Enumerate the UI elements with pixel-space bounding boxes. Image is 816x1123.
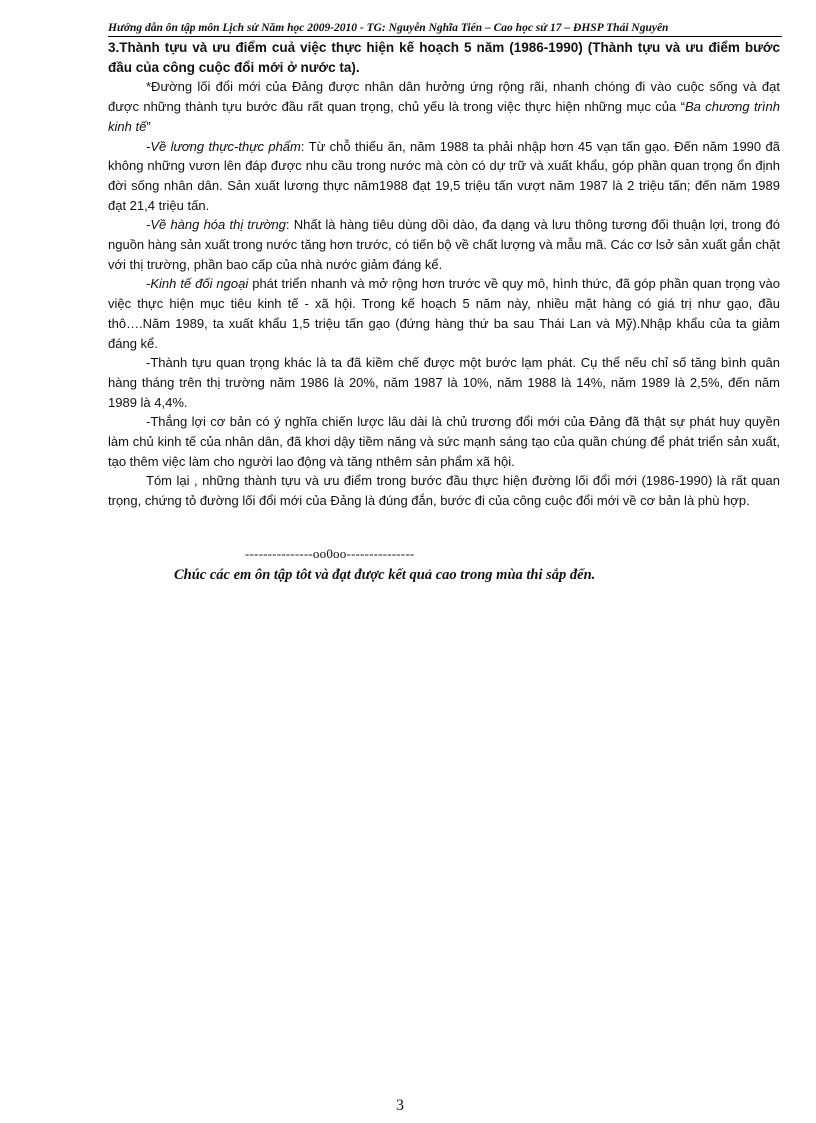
inflation-paragraph: -Thành tựu quan trọng khác là ta đã kiềm chế được một bước lạm phát. Cụ thể nếu chỉ số tăng bình quân hàng tháng trên thị trường năm 1986 là 20%, năm 1987 là 10%, năm 1988 là 14%, năm 1989 là 2,5%, đến năm 1989 là 4,4%.: [108, 355, 780, 410]
goods-lead: -Về hàng hóa thị trường: [146, 217, 286, 233]
food-text: : Từ chỗ thiếu ăn, năm 1988 ta phải nhập hơn 45 vạn tấn gạo. Đến năm 1990 đã không những vươn lên đáp được nhu cầu trong nước mà còn có dự trữ và xuất khẩu, góp phần quan trọng ổn định đời sống nhân dân. Sản xuất lương thực năm1988 đạt 19,5 triệu tấn vượt năm 1987 là 2 triệu tấn; đến năm 1989 đạt 21,4 triệu tấn.: [108, 138, 780, 213]
intro-tail: ”: [146, 118, 151, 134]
foreign-text: phát triển nhanh và mở rộng hơn trước về quy mô, hình thức, đã góp phần quan trọng vào việc thực hiện mục tiêu kinh tế - xã hội. Trong kế hoạch 5 năm này, nhiều mặt hàng có giá trị như gạo, đầu thô….Năm 1989, ta xuất khẩu 1,5 triệu tấn gạo (đứng hàng thứ ba sau Thái Lan và Mỹ).Nhập khẩu của ta giảm đáng kể.: [108, 276, 780, 351]
page-number: 3: [396, 1097, 404, 1114]
section-heading: 3.Thành tựu và ưu điểm cuả việc thực hiện kế hoạch 5 năm (1986-1990) (Thành tựu và ưu điểm bước đầu của công cuộc đổi mới ở nước ta).: [108, 40, 780, 75]
separator-line: ---------------oo0oo---------------: [245, 546, 415, 561]
intro-italic: Ba chương trình kinh tế: [108, 99, 780, 134]
summary-paragraph: Tóm lại , những thành tựu và ưu điểm trong bước đầu thực hiện đường lối đổi mới (1986-1990) là rất quan trọng, chứng tỏ đường lối đổi mới của Đảng là đúng đắn, bước đi của công cuộc đổi mới về cơ bản là phù hợp.: [108, 473, 780, 509]
running-header: Hướng dẫn ôn tập môn Lịch sử Năm học 2009-2010 - TG: Nguyễn Nghĩa Tiến – Cao học sử 17 – ĐHSP Thái Nguyên: [108, 21, 782, 37]
document-body: [108, 38, 780, 511]
intro-text: *Đường lối đổi mới của Đảng được nhân dân hưởng ứng rộng rãi, nhanh chóng đi vào cuộc sống và đạt được những thành tựu bước đầu rất quan trọng, chủ yếu là trong việc thực hiện những mục của “: [108, 79, 780, 115]
closing-wish: Chúc các em ôn tập tôt và đạt được kết quả cao trong mùa thi sắp đến.: [174, 567, 596, 583]
foreign-paragraph: [108, 274, 780, 353]
intro-paragraph: [108, 77, 780, 136]
foreign-lead: -Kinh tế đối ngoại: [146, 276, 249, 292]
food-paragraph: [108, 137, 780, 216]
strategic-paragraph: -Thắng lợi cơ bản có ý nghĩa chiến lược lâu dài là chủ trương đổi mới của Đảng đã thật sự phát huy quyền làm chủ kinh tế của nhân dân, đã khơi dậy tiềm năng và sức mạnh sáng tạo của quần chúng để phát triển sản xuất, tạo thêm việc làm cho người lao động và tăng nthêm sản phẩm xã hội.: [108, 414, 780, 469]
goods-text: : Nhất là hàng tiêu dùng dồi dào, đa dạng và lưu thông tương đối thuận lợi, trong đó nguồn hàng sản xuất trong nước tăng hơn trước, có tiến bộ về chất lượng và mẫu mã. Các cơ lsở sản xuất gắn chặt với thị trường, phần bao cấp của nhà nước giảm đáng kể.: [108, 217, 781, 272]
food-lead: -Về lương thực-thực phẩm: [146, 138, 301, 154]
goods-paragraph: [108, 215, 780, 274]
